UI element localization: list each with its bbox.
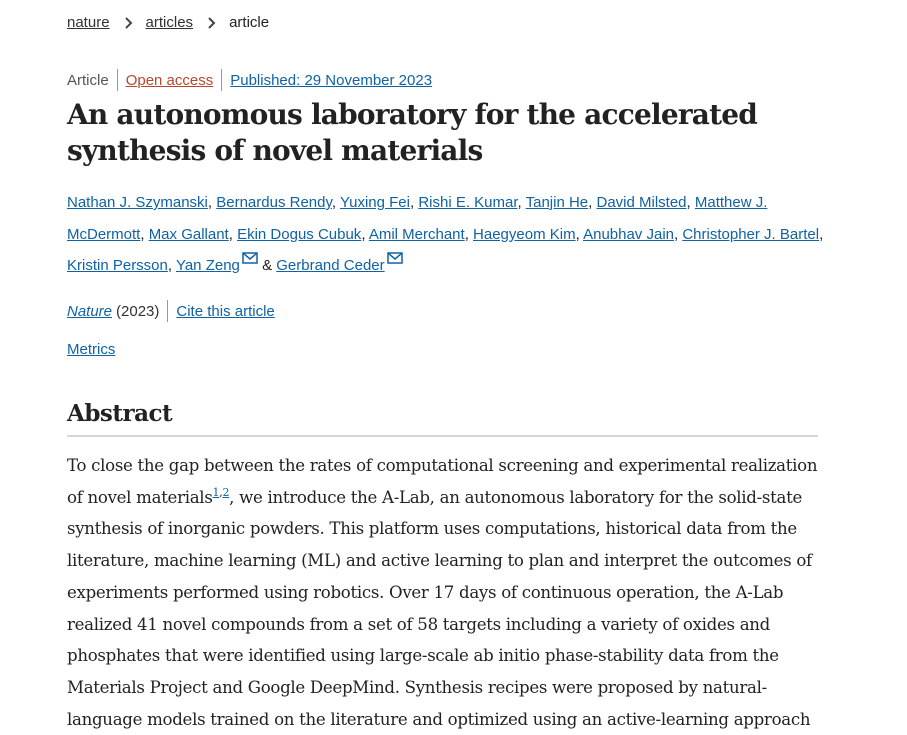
abstract-text: , we introduce the A-Lab, an autonomous laboratory for the solid-state (229, 487, 802, 507)
divider (221, 69, 222, 91)
authors-and: & (262, 257, 273, 274)
abstract-line: Materials Project and Google DeepMind. Synthesis recipes were proposed by natural- (67, 677, 767, 697)
author-link[interactable]: Gerbrand Ceder (276, 257, 385, 274)
citation-row (67, 301, 275, 321)
breadcrumb-link-articles[interactable]: articles (145, 14, 194, 31)
abstract-line: experiments performed using robotics. Over 17 days of continuous operation, the A-Lab (67, 582, 784, 602)
reference-link-1[interactable]: 1 (212, 485, 220, 499)
abstract-line: synthesis of inorganic powders. This platform uses computations, historical data from the (67, 519, 797, 539)
author-link[interactable]: Amil Merchant (368, 225, 465, 243)
breadcrumb (67, 14, 269, 31)
author-link[interactable]: David Milsted (596, 194, 687, 211)
cite-article-link[interactable]: Cite this article (176, 302, 275, 320)
abstract-text: of novel materials (67, 487, 213, 507)
email-icon[interactable] (387, 252, 403, 264)
divider (167, 300, 168, 322)
journal-link[interactable]: Nature (67, 302, 113, 320)
breadcrumb-link-nature[interactable]: nature (67, 14, 110, 31)
author-link[interactable]: Bernardus Rendy (216, 194, 332, 211)
open-access-link[interactable]: Open access (125, 71, 214, 89)
article-type: Article (67, 71, 109, 89)
email-icon[interactable] (242, 252, 258, 264)
author-link[interactable]: Matthew J. McDermott (67, 194, 768, 243)
reference-separator: , (219, 485, 223, 499)
published-date-link[interactable]: Published: 29 November 2023 (230, 71, 433, 89)
chevron-right-icon (203, 15, 219, 31)
author-link[interactable]: Yan Zeng (175, 257, 240, 274)
abstract-body (67, 450, 822, 735)
author-link[interactable]: Max Gallant (148, 225, 229, 243)
chevron-right-icon (120, 15, 136, 31)
title-line: synthesis of novel materials (67, 134, 483, 167)
title-line: An autonomous laboratory for the accelerated (67, 98, 758, 131)
author-link[interactable]: Haegyeom Kim (473, 225, 576, 243)
author-link[interactable]: Nathan J. Szymanski (67, 194, 208, 211)
author-link[interactable]: Anubhav Jain (583, 225, 674, 243)
divider (117, 69, 118, 91)
reference-link-2[interactable]: 2 (222, 485, 230, 499)
abstract-line: language models trained on the literature and optimized using an active-learning approach (67, 709, 811, 729)
author-link[interactable]: Yuxing Fei (339, 194, 410, 211)
author-link[interactable]: Christopher J. Bartel (682, 225, 820, 243)
author-link[interactable]: Ekin Dogus Cubuk (237, 225, 362, 243)
abstract-line: phosphates that were identified using large-scale ab initio phase-stability data from the (67, 646, 779, 666)
page-title (67, 97, 827, 169)
abstract-heading: Abstract (67, 400, 818, 437)
reference-superscript (213, 486, 230, 499)
author-link[interactable]: Rishi E. Kumar (418, 194, 518, 211)
breadcrumb-current: article (229, 14, 270, 31)
abstract-line: literature, machine learning (ML) and active learning to plan and interpret the outcomes of (67, 551, 812, 571)
abstract-line: To close the gap between the rates of computational screening and experimental realization (67, 456, 818, 475)
abstract-line (67, 482, 822, 514)
author-list: Nathan J. Szymanski, Bernardus Rendy, Yuxing Fei, Rishi E. Kumar, Tanjin He, David Milsted, Matthew J. McDermott, Max Gallant, Ekin Dogus Cubuk, Amil Merchant, Haegyeom Kim, Anubhav Jain, Christopher J. Bartel, Kristin Persson, Yan Zeng & Gerbrand Ceder (67, 194, 824, 274)
abstract-line: realized 41 novel compounds from a set of 58 targets including a variety of oxides and (67, 614, 770, 634)
article-meta (67, 70, 432, 90)
metrics-link[interactable]: Metrics (67, 341, 116, 358)
author-link[interactable]: Kristin Persson (67, 257, 168, 274)
author-link[interactable]: Tanjin He (525, 194, 589, 211)
publication-year: (2023) (116, 302, 160, 320)
